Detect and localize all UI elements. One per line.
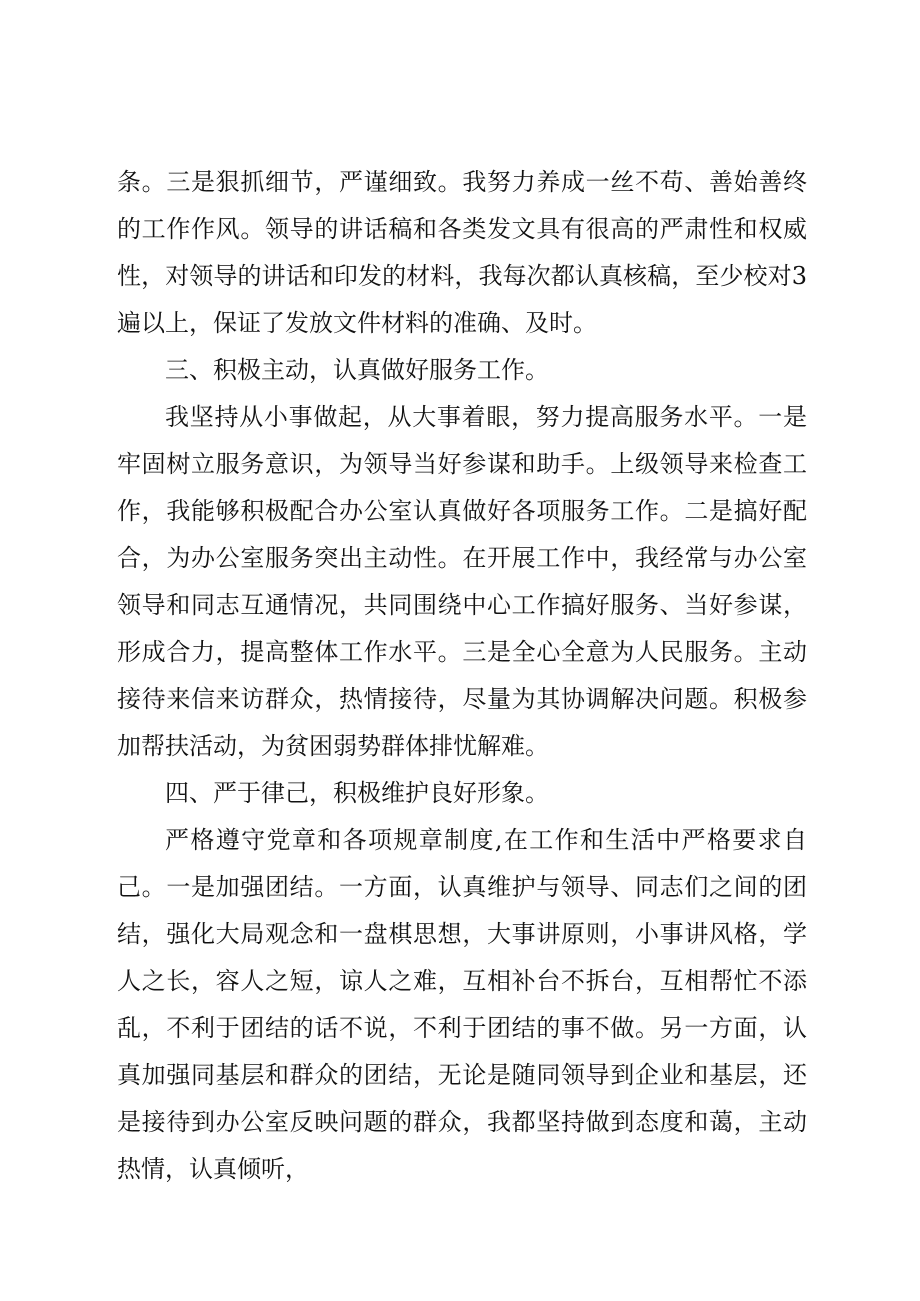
- paragraph-continuation: 条。三是狠抓细节，严谨细致。我努力养成一丝不苟、善始善终的工作作风。领导的讲话稿和各类发文具有很高的严肃性和权威性，对领导的讲话和印发的材料，我每次都认真核稿，至少校对3遍以上，保证了发放文件材料的准确、及时。: [117, 168, 807, 337]
- document-page: [117, 159, 807, 1193]
- paragraph-self-discipline: 严格遵守党章和各项规章制度,在工作和生活中严格要求自己。一是加强团结。一方面，认真维护与领导、同志们之间的团结，强化大局观念和一盘棋思想，大事讲原则，小事讲风格，学人之长，容人之短，谅人之难，互相补台不拆台，互相帮忙不添乱，不利于团结的话不说，不利于团结的事不做。另一方面，认真加强同基层和群众的团结，无论是随同领导到企业和基层，还是接待到办公室反映问题的群众，我都坚持做到态度和蔼，主动热情，认真倾听，: [117, 826, 807, 1183]
- paragraph-service-work: 我坚持从小事做起，从大事着眼，努力提高服务水平。一是牢固树立服务意识，为领导当好参谋和助手。上级领导来检查工作，我能够积极配合办公室认真做好各项服务工作。二是搞好配合，为办公室服务突出主动性。在开展工作中，我经常与办公室领导和同志互通情况，共同围绕中心工作搞好服务、当好参谋，形成合力，提高整体工作水平。三是全心全意为人民服务。主动接待来信来访群众，热情接待，尽量为其协调解决问题。积极参加帮扶活动，为贫困弱势群体排忧解难。: [117, 403, 807, 760]
- section-heading-four: 四、严于律己，积极维护良好形象。: [165, 779, 549, 807]
- section-heading-three: 三、积极主动，认真做好服务工作。: [165, 356, 549, 384]
